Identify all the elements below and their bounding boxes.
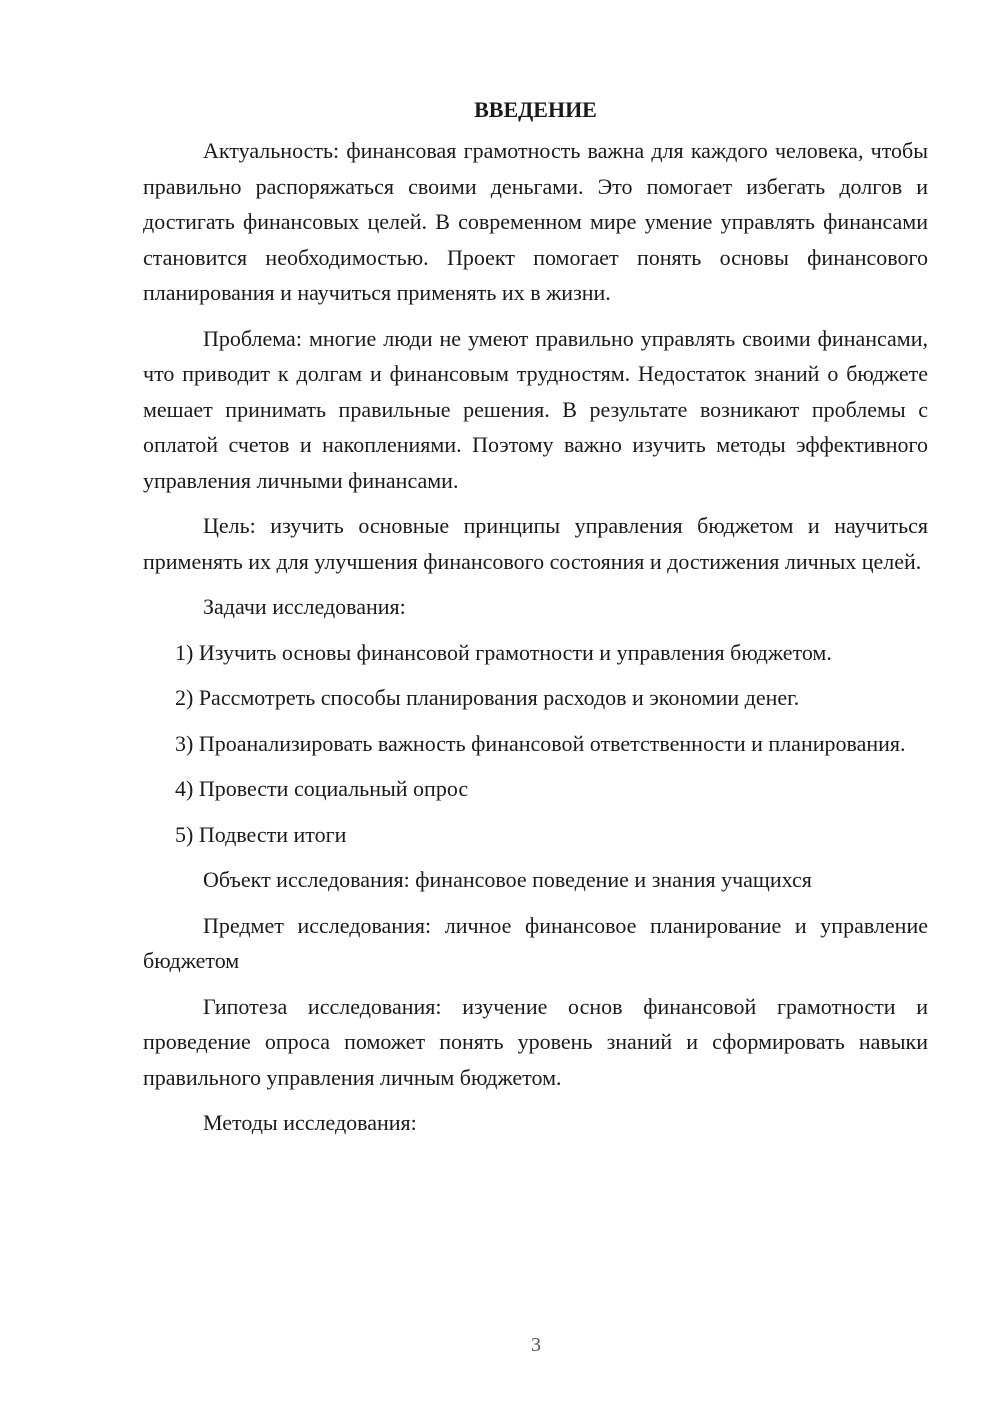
task-item: 3) Проанализировать важность финансовой ответственности и планирования.: [175, 730, 906, 756]
section-title: ВВЕДЕНИЕ: [474, 97, 597, 122]
tasks-heading: Задачи исследования:: [203, 594, 406, 619]
task-item: 4) Провести социальный опрос: [175, 776, 469, 801]
object-paragraph: Объект исследования: финансовое поведение и знания учащихся: [203, 867, 812, 892]
problem-paragraph: Проблема: многие люди не умеют правильно управлять своими финансами, что приводит к долгам и финансовым трудностям. Недостаток знаний о бюджете мешает принимать правильные решения. В результате возникают проблемы с оплатой счетов и накоплениями. Поэтому важно изучить методы эффективного управления личными финансами.: [143, 325, 928, 493]
task-item: 5) Подвести итоги: [175, 821, 347, 847]
task-item: 1) Изучить основы финансовой грамотности и управления бюджетом.: [175, 639, 832, 665]
goal-paragraph: Цель: изучить основные принципы управления бюджетом и научиться применять их для улучшения финансового состояния и достижения личных целей.: [143, 513, 928, 574]
hypothesis-paragraph: Гипотеза исследования: изучение основ финансовой грамотности и проведение опроса поможет понять уровень знаний и сформировать навыки правильного управления личным бюджетом.: [143, 993, 928, 1090]
methods-heading: Методы исследования:: [203, 1110, 417, 1135]
task-item: 2) Рассмотреть способы планирования расходов и экономии денег.: [175, 685, 800, 710]
document-page: [143, 92, 928, 1151]
page-number: 3: [531, 1334, 541, 1356]
relevance-paragraph: Актуальность: финансовая грамотность важна для каждого человека, чтобы правильно распоряжаться своими деньгами. Это помогает избегать долгов и достигать финансовых целей. В современном мире умение управлять финансами становится необходимостью. Проект помогает понять основы финансового планирования и научиться применять их в жизни.: [143, 138, 928, 305]
subject-paragraph: Предмет исследования: личное финансовое планирование и управление бюджетом: [143, 912, 928, 973]
